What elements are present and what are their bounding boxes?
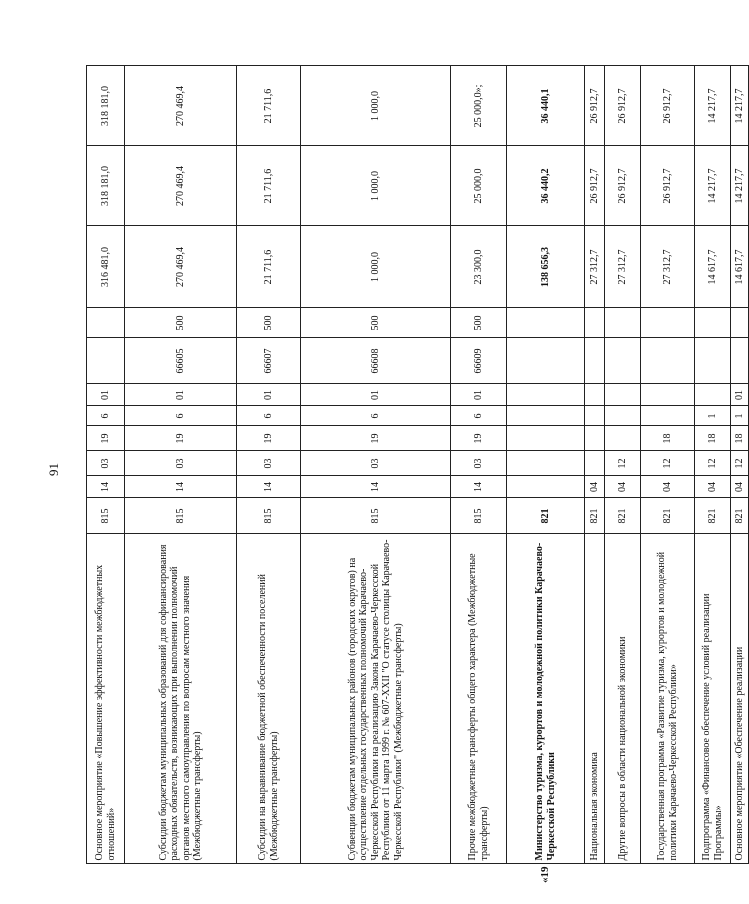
code-program: 18 [731, 426, 749, 451]
amount-year1: 316 481,0 [87, 226, 125, 308]
code-program [605, 426, 641, 451]
marker-cell [605, 864, 641, 886]
amount-year3: 36 440,1 [507, 66, 585, 146]
amount-year1: 27 312,7 [641, 226, 695, 308]
row-name: Субсидии на выравнивание бюджетной обеспеченности поселений (Межбюджетные трансферты) [237, 534, 301, 864]
code-direction [585, 338, 605, 384]
code-direction [605, 338, 641, 384]
code-grbs: 821 [731, 498, 749, 534]
amount-year2: 26 912,7 [605, 146, 641, 226]
code-grbs: 821 [507, 498, 585, 534]
code-measure: 01 [237, 384, 301, 406]
marker-cell [125, 864, 237, 886]
code-measure: 01 [125, 384, 237, 406]
amount-year3: 14 217,7 [731, 66, 749, 146]
code-rz: 04 [695, 476, 731, 498]
table-row [451, 66, 507, 886]
code-subprogram: 6 [237, 406, 301, 426]
marker-cell [641, 864, 695, 886]
marker-cell [451, 864, 507, 886]
table-body [87, 66, 749, 886]
code-expense-type [731, 308, 749, 338]
code-measure: 01 [301, 384, 451, 406]
code-program [585, 426, 605, 451]
marker-cell [301, 864, 451, 886]
amount-year1: 14 617,7 [695, 226, 731, 308]
code-program [507, 426, 585, 451]
code-rz: 04 [641, 476, 695, 498]
code-subprogram: 6 [451, 406, 507, 426]
rotated-table-wrapper [86, 66, 745, 886]
code-subprogram [507, 406, 585, 426]
row-name: Национальная экономика [585, 534, 605, 864]
code-program: 19 [125, 426, 237, 451]
code-grbs: 821 [585, 498, 605, 534]
code-subprogram: 1 [731, 406, 749, 426]
budget-table [86, 66, 749, 887]
code-program: 18 [641, 426, 695, 451]
code-rz: 04 [605, 476, 641, 498]
code-subprogram: 6 [87, 406, 125, 426]
amount-year3: 25 000,0»; [451, 66, 507, 146]
table-row [237, 66, 301, 886]
code-expense-type: 500 [451, 308, 507, 338]
row-name: Подпрограмма «Финансовое обеспечение условий реализации Программы» [695, 534, 731, 864]
code-pr: 03 [451, 451, 507, 476]
amount-year1: 27 312,7 [605, 226, 641, 308]
code-grbs: 815 [87, 498, 125, 534]
amount-year2: 270 469,4 [125, 146, 237, 226]
code-pr: 12 [695, 451, 731, 476]
amount-year2: 1 000,0 [301, 146, 451, 226]
code-expense-type: 500 [301, 308, 451, 338]
amount-year3: 26 912,7 [641, 66, 695, 146]
code-direction: 66607 [237, 338, 301, 384]
code-grbs: 821 [641, 498, 695, 534]
row-name: Основное мероприятие «Повышение эффективности межбюджетных отношений» [87, 534, 125, 864]
code-rz: 14 [87, 476, 125, 498]
code-direction [641, 338, 695, 384]
amount-year2: 36 440,2 [507, 146, 585, 226]
code-direction [87, 338, 125, 384]
marker-cell [585, 864, 605, 886]
code-grbs: 815 [451, 498, 507, 534]
code-measure: 01 [731, 384, 749, 406]
code-direction [695, 338, 731, 384]
marker-cell [237, 864, 301, 886]
code-pr: 12 [731, 451, 749, 476]
amount-year1: 27 312,7 [585, 226, 605, 308]
amount-year2: 26 912,7 [641, 146, 695, 226]
code-program: 19 [237, 426, 301, 451]
row-name: Другие вопросы в области национальной экономики [605, 534, 641, 864]
code-direction [507, 338, 585, 384]
marker-cell [695, 864, 731, 886]
code-grbs: 815 [237, 498, 301, 534]
marker-cell: «19 [539, 866, 552, 883]
marker-cell [87, 864, 125, 886]
code-program: 19 [301, 426, 451, 451]
code-pr [507, 451, 585, 476]
amount-year3: 26 912,7 [605, 66, 641, 146]
table-row [301, 66, 451, 886]
code-grbs: 821 [695, 498, 731, 534]
row-name: Министерство туризма, курортов и молодежной политики Карачаево-Черкесской Республики [507, 534, 585, 864]
code-pr: 03 [301, 451, 451, 476]
amount-year2: 26 912,7 [585, 146, 605, 226]
code-pr: 03 [87, 451, 125, 476]
table-row [641, 66, 695, 886]
code-expense-type [585, 308, 605, 338]
row-name: Прочие межбюджетные трансферты общего характера (Межбюджетные трансферты) [451, 534, 507, 864]
code-subprogram [641, 406, 695, 426]
amount-year2: 14 217,7 [695, 146, 731, 226]
code-measure [585, 384, 605, 406]
row-name: Государственная программа «Развитие туризма, курортов и молодежной политики Карачаево-Черкесской Республики» [641, 534, 695, 864]
code-program: 19 [451, 426, 507, 451]
code-pr: 03 [125, 451, 237, 476]
table-row [731, 66, 749, 886]
code-pr: 12 [641, 451, 695, 476]
page-number: 91 [46, 463, 61, 476]
code-measure [641, 384, 695, 406]
amount-year3: 1 000,0 [301, 66, 451, 146]
code-rz: 14 [237, 476, 301, 498]
code-subprogram: 1 [695, 406, 731, 426]
code-measure [695, 384, 731, 406]
amount-year1: 23 300,0 [451, 226, 507, 308]
marker-cell [731, 864, 749, 886]
amount-year1: 138 656,3 [507, 226, 585, 308]
code-expense-type [605, 308, 641, 338]
code-direction: 66609 [451, 338, 507, 384]
code-subprogram [605, 406, 641, 426]
code-rz: 04 [585, 476, 605, 498]
code-expense-type [87, 308, 125, 338]
amount-year1: 1 000,0 [301, 226, 451, 308]
code-pr: 03 [237, 451, 301, 476]
code-grbs: 815 [125, 498, 237, 534]
code-rz: 14 [125, 476, 237, 498]
amount-year2: 25 000,0 [451, 146, 507, 226]
code-measure [507, 384, 585, 406]
code-direction [731, 338, 749, 384]
code-subprogram: 6 [301, 406, 451, 426]
table-row [125, 66, 237, 886]
code-measure [605, 384, 641, 406]
code-expense-type: 500 [125, 308, 237, 338]
code-expense-type [695, 308, 731, 338]
amount-year3: 318 181,0 [87, 66, 125, 146]
code-rz: 14 [451, 476, 507, 498]
code-rz [507, 476, 585, 498]
code-rz: 04 [731, 476, 749, 498]
amount-year1: 21 711,6 [237, 226, 301, 308]
code-direction: 66608 [301, 338, 451, 384]
row-name: Субсидии бюджетам муниципальных образований для софинансирования расходных обязательств, возникающих при выполнении полномочий органов местного самоуправления по вопросам местного значения (Межбюджетные трансферты) [125, 534, 237, 864]
code-expense-type [507, 308, 585, 338]
code-expense-type [641, 308, 695, 338]
code-grbs: 815 [301, 498, 451, 534]
amount-year2: 318 181,0 [87, 146, 125, 226]
row-name: Субвенции бюджетам муниципальных районов (городских округов) на осуществление отдельных государственных полномочий Карачаево-Черкесской Республики на реализацию Закона Карачаево-Черкесской Республики от 11 марта 1999 г. № 607-XXII "О статусе столицы Карачаево-Черкесской Республики" (Межбюджетные трансферты) [301, 534, 451, 864]
code-measure: 01 [451, 384, 507, 406]
amount-year2: 14 217,7 [731, 146, 749, 226]
code-subprogram [585, 406, 605, 426]
table-row [87, 66, 125, 886]
amount-year2: 21 711,6 [237, 146, 301, 226]
row-name: Основное мероприятие «Обеспечение реализации [731, 534, 749, 864]
amount-year1: 270 469,4 [125, 226, 237, 308]
code-measure: 01 [87, 384, 125, 406]
code-program: 19 [87, 426, 125, 451]
amount-year3: 21 711,6 [237, 66, 301, 146]
table-row [695, 66, 731, 886]
amount-year3: 14 217,7 [695, 66, 731, 146]
code-program: 18 [695, 426, 731, 451]
amount-year1: 14 617,7 [731, 226, 749, 308]
code-subprogram: 6 [125, 406, 237, 426]
table-row [605, 66, 641, 886]
code-direction: 66605 [125, 338, 237, 384]
table-row [585, 66, 605, 886]
code-grbs: 821 [605, 498, 641, 534]
amount-year3: 270 469,4 [125, 66, 237, 146]
amount-year3: 26 912,7 [585, 66, 605, 146]
code-rz: 14 [301, 476, 451, 498]
table-row [507, 66, 585, 886]
code-pr: 12 [605, 451, 641, 476]
code-expense-type: 500 [237, 308, 301, 338]
code-pr [585, 451, 605, 476]
